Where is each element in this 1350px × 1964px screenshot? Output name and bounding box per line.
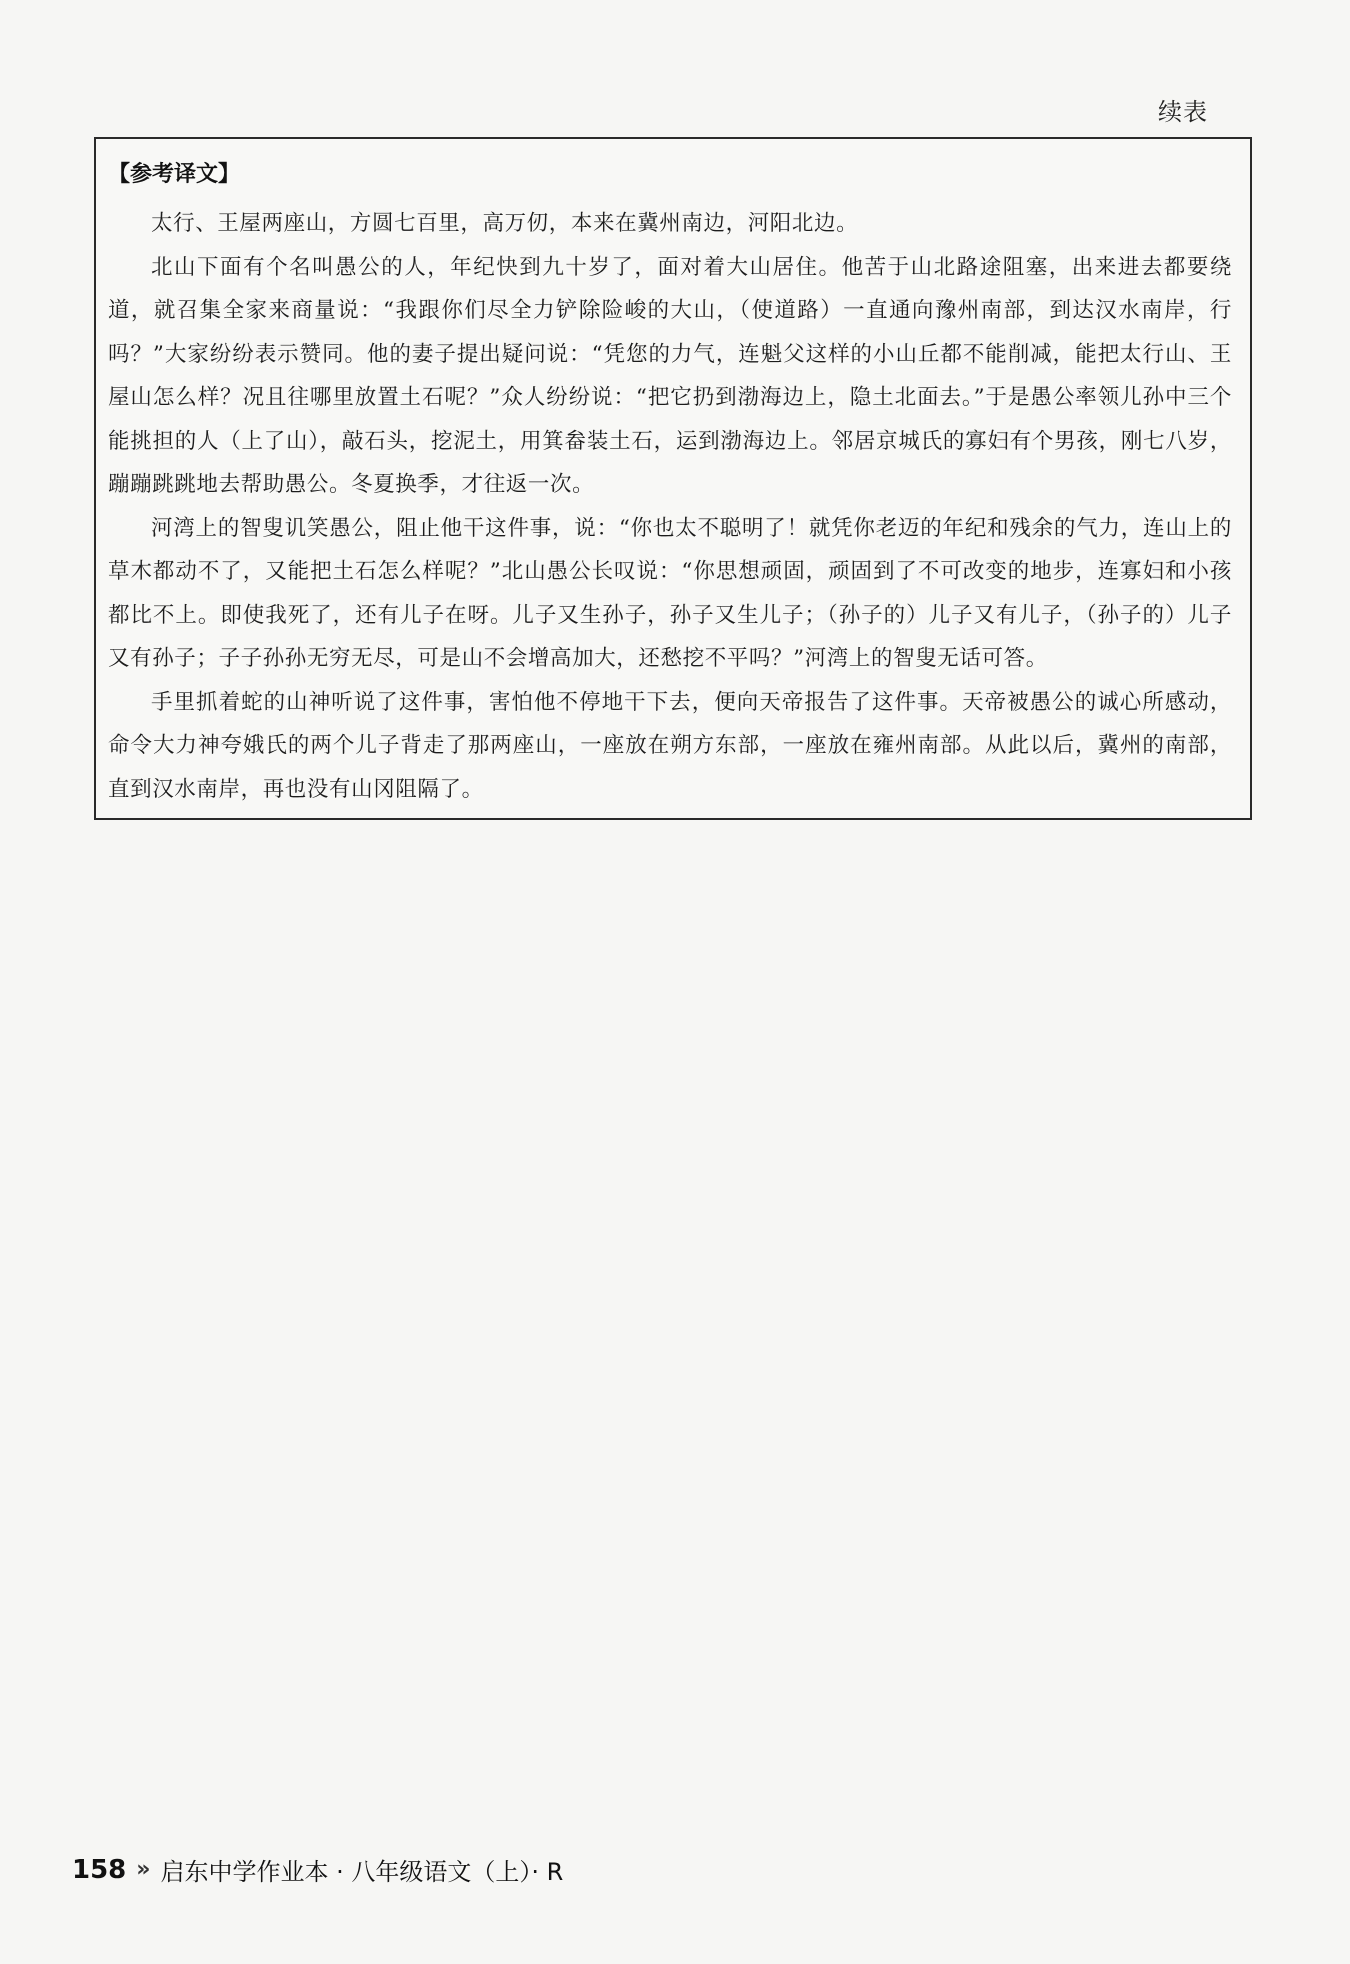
chevron-right-icon: » bbox=[136, 1857, 151, 1882]
page-number: 158 bbox=[72, 1854, 127, 1885]
paragraph: 手里抓着蛇的山神听说了这件事，害怕他不停地干下去，便向天帝报告了这件事。天帝被愚公的诚心所感动，命令大力神夸娥氏的两个儿子背走了那两座山，一座放在朔方东部，一座放在雍州南部。从此以后，冀州的南部，直到汉水南岸，再也没有山冈阻隔了。 bbox=[108, 689, 1232, 802]
page-footer bbox=[72, 1852, 563, 1887]
book-title: 启东中学作业本 · 八年级语文（上）· R bbox=[160, 1858, 564, 1886]
translation-box bbox=[94, 137, 1252, 820]
paragraph: 河湾上的智叟讥笑愚公，阻止他干这件事，说：“你也太不聪明了！就凭你老迈的年纪和残余的气力，连山上的草木都动不了，又能把土石怎么样呢？”北山愚公长叹说：“你思想顽固，顽固到了不可改变的地步，连寡妇和小孩都比不上。即使我死了，还有儿子在呀。儿子又生孙子，孙子又生儿子；（孙子的）儿子又有儿子，（孙子的）儿子又有孙子；子子孙孙无穷无尽，可是山不会增高加大，还愁挖不平吗？”河湾上的智叟无话可答。 bbox=[108, 515, 1232, 671]
paragraph: 太行、王屋两座山，方圆七百里，高万仞，本来在冀州南边，河阳北边。 bbox=[151, 211, 859, 236]
paragraph: 北山下面有个名叫愚公的人，年纪快到九十岁了，面对着大山居住。他苦于山北路途阻塞，出来进去都要绕道，就召集全家来商量说：“我跟你们尽全力铲除险峻的大山，（使道路）一直通向豫州南部，到达汉水南岸，行吗？”大家纷纷表示赞同。他的妻子提出疑问说：“凭您的力气，连魁父这样的小山丘都不能削减，能把太行山、王屋山怎么样？况且往哪里放置土石呢？”众人纷纷说：“把它扔到渤海边上，隐土北面去。”于是愚公率领儿孙中三个能挑担的人（上了山），敲石头，挖泥土，用箕畚装土石，运到渤海边上。邻居京城氏的寡妇有个男孩，刚七八岁，蹦蹦跳跳地去帮助愚公。冬夏换季，才往返一次。 bbox=[108, 254, 1232, 497]
continued-label: 续表 bbox=[1158, 98, 1208, 126]
box-heading: 【参考译文】 bbox=[108, 162, 241, 187]
